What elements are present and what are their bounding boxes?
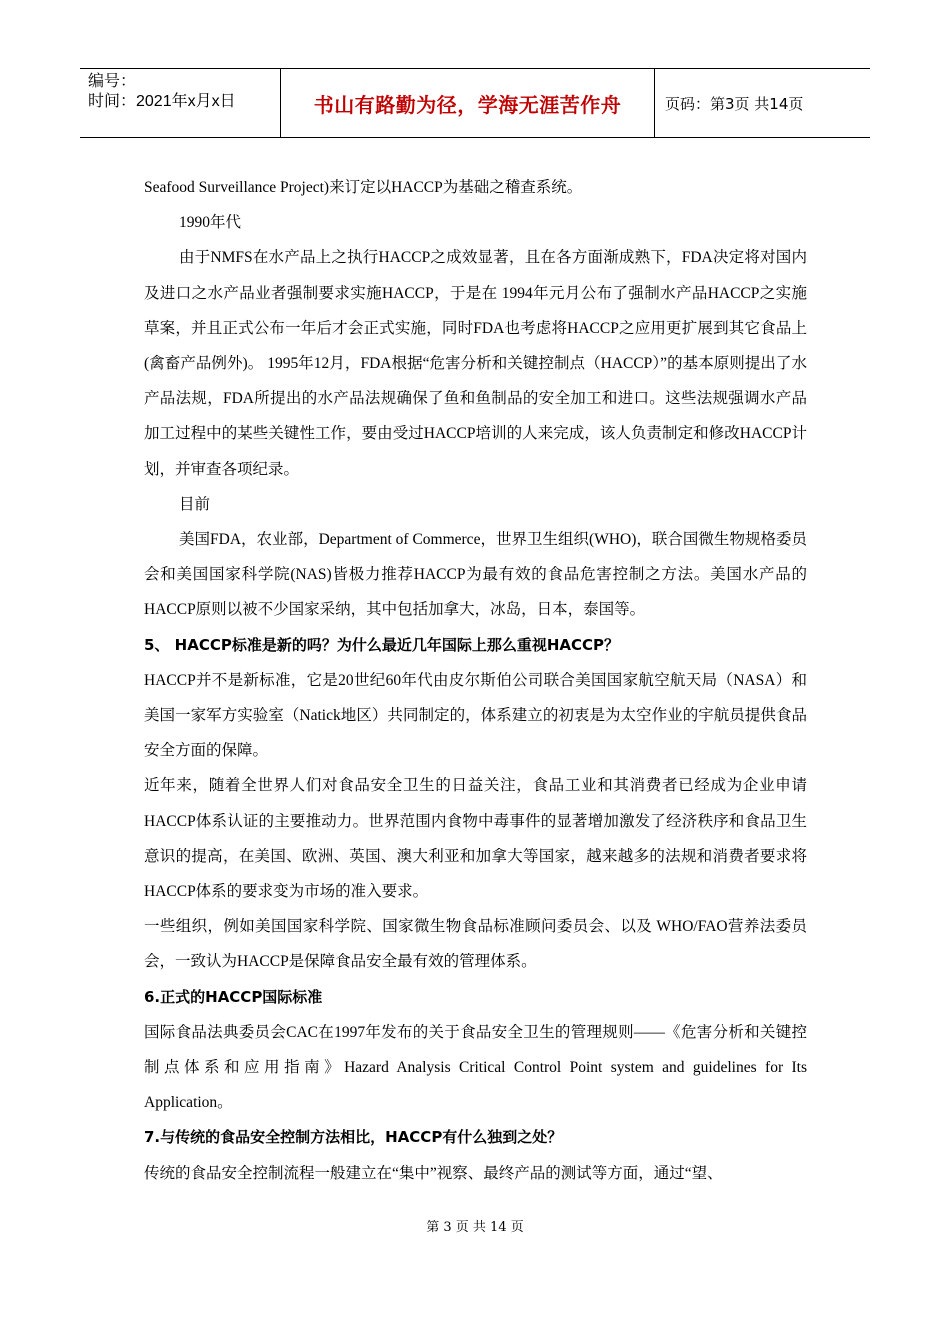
paragraph: 近年来，随着全世界人们对食品安全卫生的日益关注，食品工业和其消费者已经成为企业申请HACCP体系认证的主要推动力。世界范围内食物中毒事件的显著增加激发了经济秩序和食品卫生意识的提高，在美国、欧洲、英国、澳大利亚和加拿大等国家，越来越多的法规和消费者要求将HACCP体系的要求变为市场的准入要求。	[144, 777, 807, 901]
section-heading-6: 6.正式的HACCP国际标准	[144, 987, 323, 1006]
paragraph: 一些组织，例如美国国家科学院、国家微生物食品标准顾问委员会、以及 WHO/FAO营养法委员会，一致认为HACCP是保障食品安全最有效的管理体系。	[144, 918, 807, 971]
header-page-code: 页码：第3页 共14页	[665, 94, 804, 113]
paragraph: 传统的食品安全控制流程一般建立在“集中”视察、最终产品的测试等方面，通过“望、	[144, 1164, 723, 1182]
page-footer: 第 3 页 共 14 页	[426, 1220, 524, 1235]
paragraph: HACCP并不是新标准，它是20世纪60年代由皮尔斯伯公司联合美国国家航空航天局（NASA）和美国一家军方实验室（Natick地区）共同制定的，体系建立的初衷是为太空作业的宇航员提供食品安全方面的保障。	[144, 671, 807, 760]
paragraph: Seafood Surveillance Project)来订定以HACCP为基础之稽查系统。	[144, 179, 583, 196]
section-heading-5: 5、 HACCP标准是新的吗？为什么最近几年国际上那么重视HACCP？	[144, 635, 620, 654]
section-heading-7: 7.与传统的食品安全控制方法相比，HACCP有什么独到之处？	[144, 1128, 563, 1147]
document-body	[144, 170, 807, 1191]
header-motto: 书山有路勤为径，学海无涯苦作舟	[281, 69, 655, 137]
page-header	[80, 68, 870, 138]
paragraph: 国际食品法典委员会CAC在1997年发布的关于食品安全卫生的管理规则——《危害分析和关键控制点体系和应用指南》Hazard Analysis Critical Control Point system and guidelines for Its Application。	[144, 1023, 807, 1112]
serial-label: 编号：	[88, 73, 137, 90]
era-label-1990s: 1990年代	[179, 214, 242, 232]
header-meta	[80, 69, 281, 137]
date-line: 时间：2021年x月x日	[88, 93, 236, 110]
era-label-current: 目前	[179, 495, 211, 513]
paragraph: 由于NMFS在水产品上之执行HACCP之成效显著，且在各方面渐成熟下，FDA决定将对国内及进口之水产品业者强制要求实施HACCP，于是在 1994年元月公布了强制水产品HACCP之实施草案，并且正式公布一年后才会正式实施，同时FDA也考虑将HACCP之应用更扩展到其它食品上(禽畜产品例外)。 1995年12月，FDA根据“危害分析和关键控制点（HACCP）”的基本原则提出了水产品法规，FDA所提出的水产品法规确保了鱼和鱼制品的安全加工和进口。这些法规强调水产品加工过程中的某些关键性工作，要由受过HACCP培训的人来完成，该人负责制定和修改HACCP计划，并审查各项纪录。	[144, 249, 807, 478]
paragraph: 美国FDA，农业部，Department of Commerce，世界卫生组织(WHO)，联合国微生物规格委员会和美国国家科学院(NAS)皆极力推荐HACCP为最有效的食品危害控制之方法。美国水产品的HACCP原则以被不少国家采纳，其中包括加拿大，冰岛，日本，泰国等。	[144, 531, 807, 619]
